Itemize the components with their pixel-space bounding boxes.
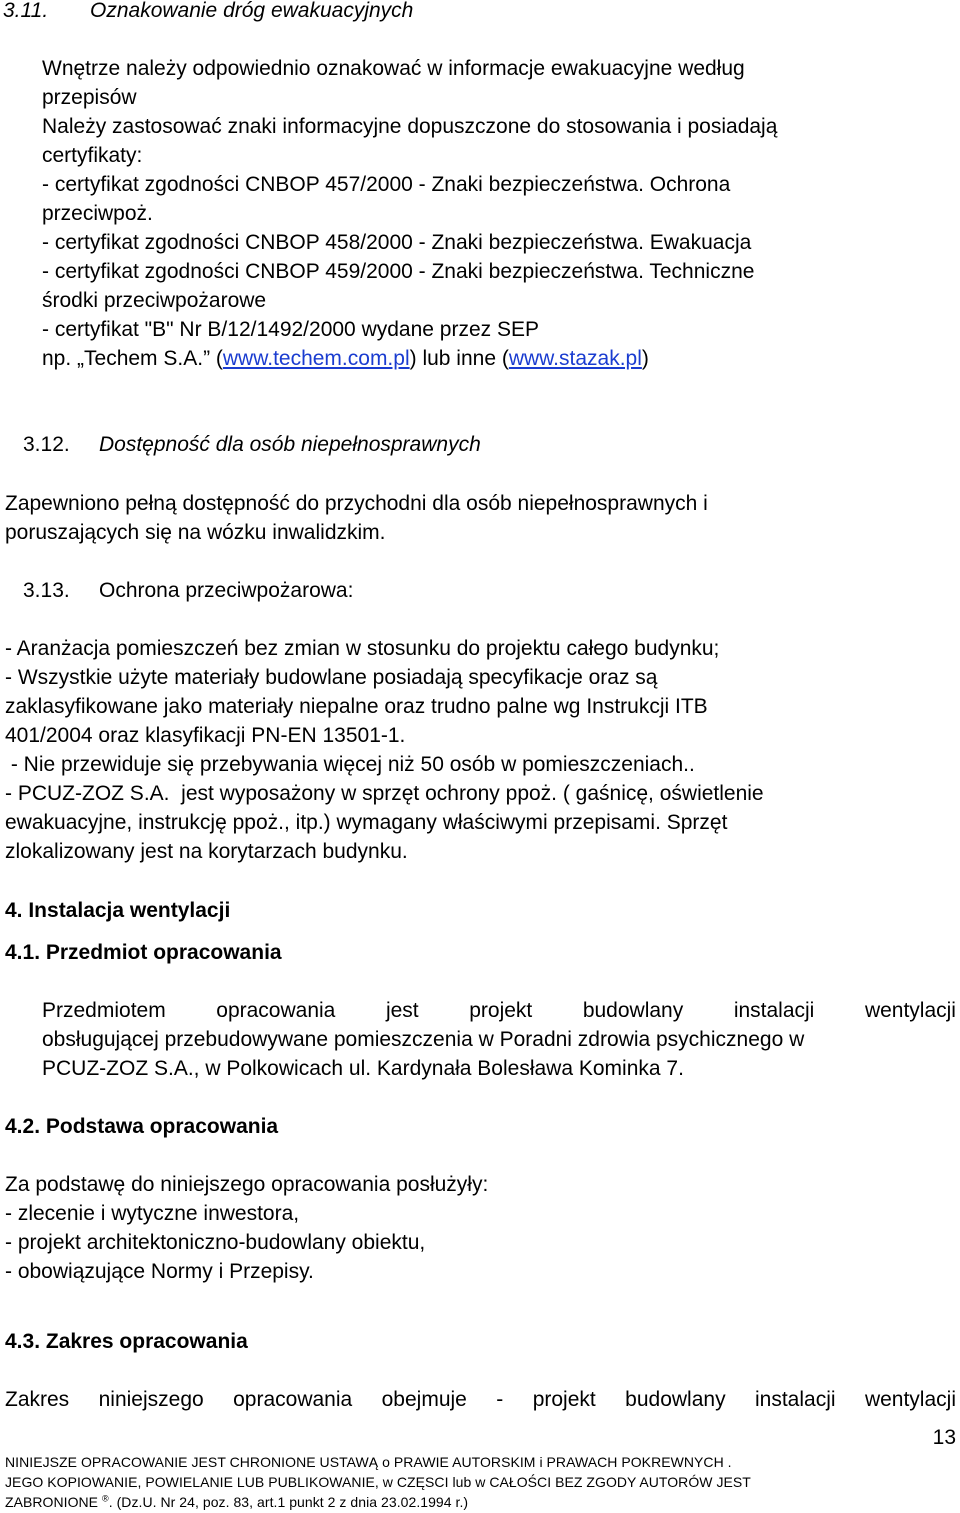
section-number: 3.12. [23,433,70,456]
word: obejmuje [381,1388,467,1411]
paragraph-line: zlokalizowany jest na korytarzach budynku. [5,840,408,863]
paragraph-line: zaklasyfikowane jako materiały niepalne oraz trudno palne wg Instrukcji ITB [5,695,708,718]
paragraph-line: - PCUZ-ZOZ S.A. jest wyposażony w sprzęt ochrony ppoż. ( gaśnicę, oświetlenie [5,782,764,805]
paragraph-line: PCUZ-ZOZ S.A., w Polkowicach ul. Kardynała Bolesława Kominka 7. [42,1057,684,1080]
word: - [496,1388,504,1411]
paragraph-line: - Wszystkie użyte materiały budowlane posiadają specyfikacje oraz są [5,666,658,689]
footer-line [5,1494,468,1511]
paragraph-line-links [42,344,649,373]
paragraph-line: - obowiązujące Normy i Przepisy. [5,1260,314,1283]
paragraph-line: - certyfikat zgodności CNBOP 458/2000 - Znaki bezpieczeństwa. Ewakuacja [42,231,752,254]
paragraph-line: Zapewniono pełną dostępność do przychodni dla osób niepełnosprawnych i [5,492,708,515]
link-prefix: np. „Techem S.A.” ( [42,347,223,370]
footer-text: ZABRONIONE [5,1494,99,1510]
paragraph-line: Wnętrze należy odpowiednio oznakować w informacje ewakuacyjne według [42,57,745,80]
techem-link[interactable]: www.techem.com.pl [222,347,410,370]
paragraph-line: - Nie przewiduje się przebywania więcej niż 50 osób w pomieszczeniach.. [5,753,695,776]
word: instalacji [754,1388,836,1411]
section-heading: 4.1. Przedmiot opracowania [5,941,282,964]
word: wentylacji [864,999,956,1022]
paragraph-line: przepisów [42,86,137,109]
word: Zakres [5,1388,70,1411]
section-number: 3.13. [23,579,70,602]
link-middle: ) lub inne ( [409,347,509,370]
stazak-link[interactable]: www.stazak.pl [508,347,642,370]
word: opracowania [216,999,336,1022]
section-heading: 4.2. Podstawa opracowania [5,1115,279,1138]
justified-line [42,996,956,1025]
paragraph-line: środki przeciwpożarowe [42,289,267,312]
word: instalacji [733,999,815,1022]
section-heading: 4.3. Zakres opracowania [5,1330,248,1353]
registered-mark: ® [102,1493,109,1504]
paragraph-line: - certyfikat "B" Nr B/12/1492/2000 wydane przez SEP [42,318,539,341]
paragraph-line: 401/2004 oraz klasyfikacji PN-EN 13501-1. [5,724,406,747]
paragraph-line: Za podstawę do niniejszego opracowania posłużyły: [5,1173,489,1196]
word: projekt [469,999,533,1022]
page-number: 13 [932,1426,956,1449]
word: budowlany [582,999,684,1022]
paragraph-line: obsługującej przebudowywane pomieszczenia w Poradni zdrowia psychicznego w [42,1028,805,1051]
section-title: Dostępność dla osób niepełnosprawnych [99,433,481,456]
chapter-heading: 4. Instalacja wentylacji [5,899,231,922]
word: projekt [532,1388,596,1411]
section-number: 3.11. [3,0,49,22]
section-title: Oznakowanie dróg ewakuacyjnych [90,0,414,22]
word: niniejszego [98,1388,204,1411]
paragraph-line: przeciwpoż. [42,202,153,225]
footer-line: NINIEJSZE OPRACOWANIE JEST CHRONIONE USTAWĄ o PRAWIE AUTORSKIM i PRAWACH POKREWNYCH . [5,1454,732,1470]
paragraph-line: - zlecenie i wytyczne inwestora, [5,1202,300,1225]
word: opracowania [233,1388,353,1411]
footer-text: . (Dz.U. Nr 24, poz. 83, art.1 punkt 2 z dnia 23.02.1994 r.) [108,1494,469,1510]
word: budowlany [625,1388,726,1411]
word: Przedmiotem [42,999,166,1022]
word: jest [385,999,419,1022]
paragraph-line: - Aranżacja pomieszczeń bez zmian w stosunku do projektu całego budynku; [5,637,720,660]
footer-line: JEGO KOPIOWANIE, POWIELANIE LUB PUBLIKOWANIE, w CZĘSCI lub w CAŁOŚCI BEZ ZGODY AUTORÓW JEST [5,1474,751,1490]
section-title: Ochrona przeciwpożarowa: [99,579,354,602]
paragraph-line: - certyfikat zgodności CNBOP 459/2000 - Znaki bezpieczeństwa. Techniczne [42,260,755,283]
paragraph-line: poruszających się na wózku inwalidzkim. [5,521,386,544]
word: wentylacji [864,1388,956,1411]
link-suffix: ) [641,347,649,370]
paragraph-line: - projekt architektoniczno-budowlany obiektu, [5,1231,426,1254]
justified-line [5,1385,956,1414]
paragraph-line: ewakuacyjne, instrukcję ppoż., itp.) wymagany właściwymi przepisami. Sprzęt [5,811,728,834]
paragraph-line: Należy zastosować znaki informacyjne dopuszczone do stosowania i posiadają [42,115,778,138]
paragraph-line: - certyfikat zgodności CNBOP 457/2000 - Znaki bezpieczeństwa. Ochrona [42,173,731,196]
paragraph-line: certyfikaty: [42,144,143,167]
